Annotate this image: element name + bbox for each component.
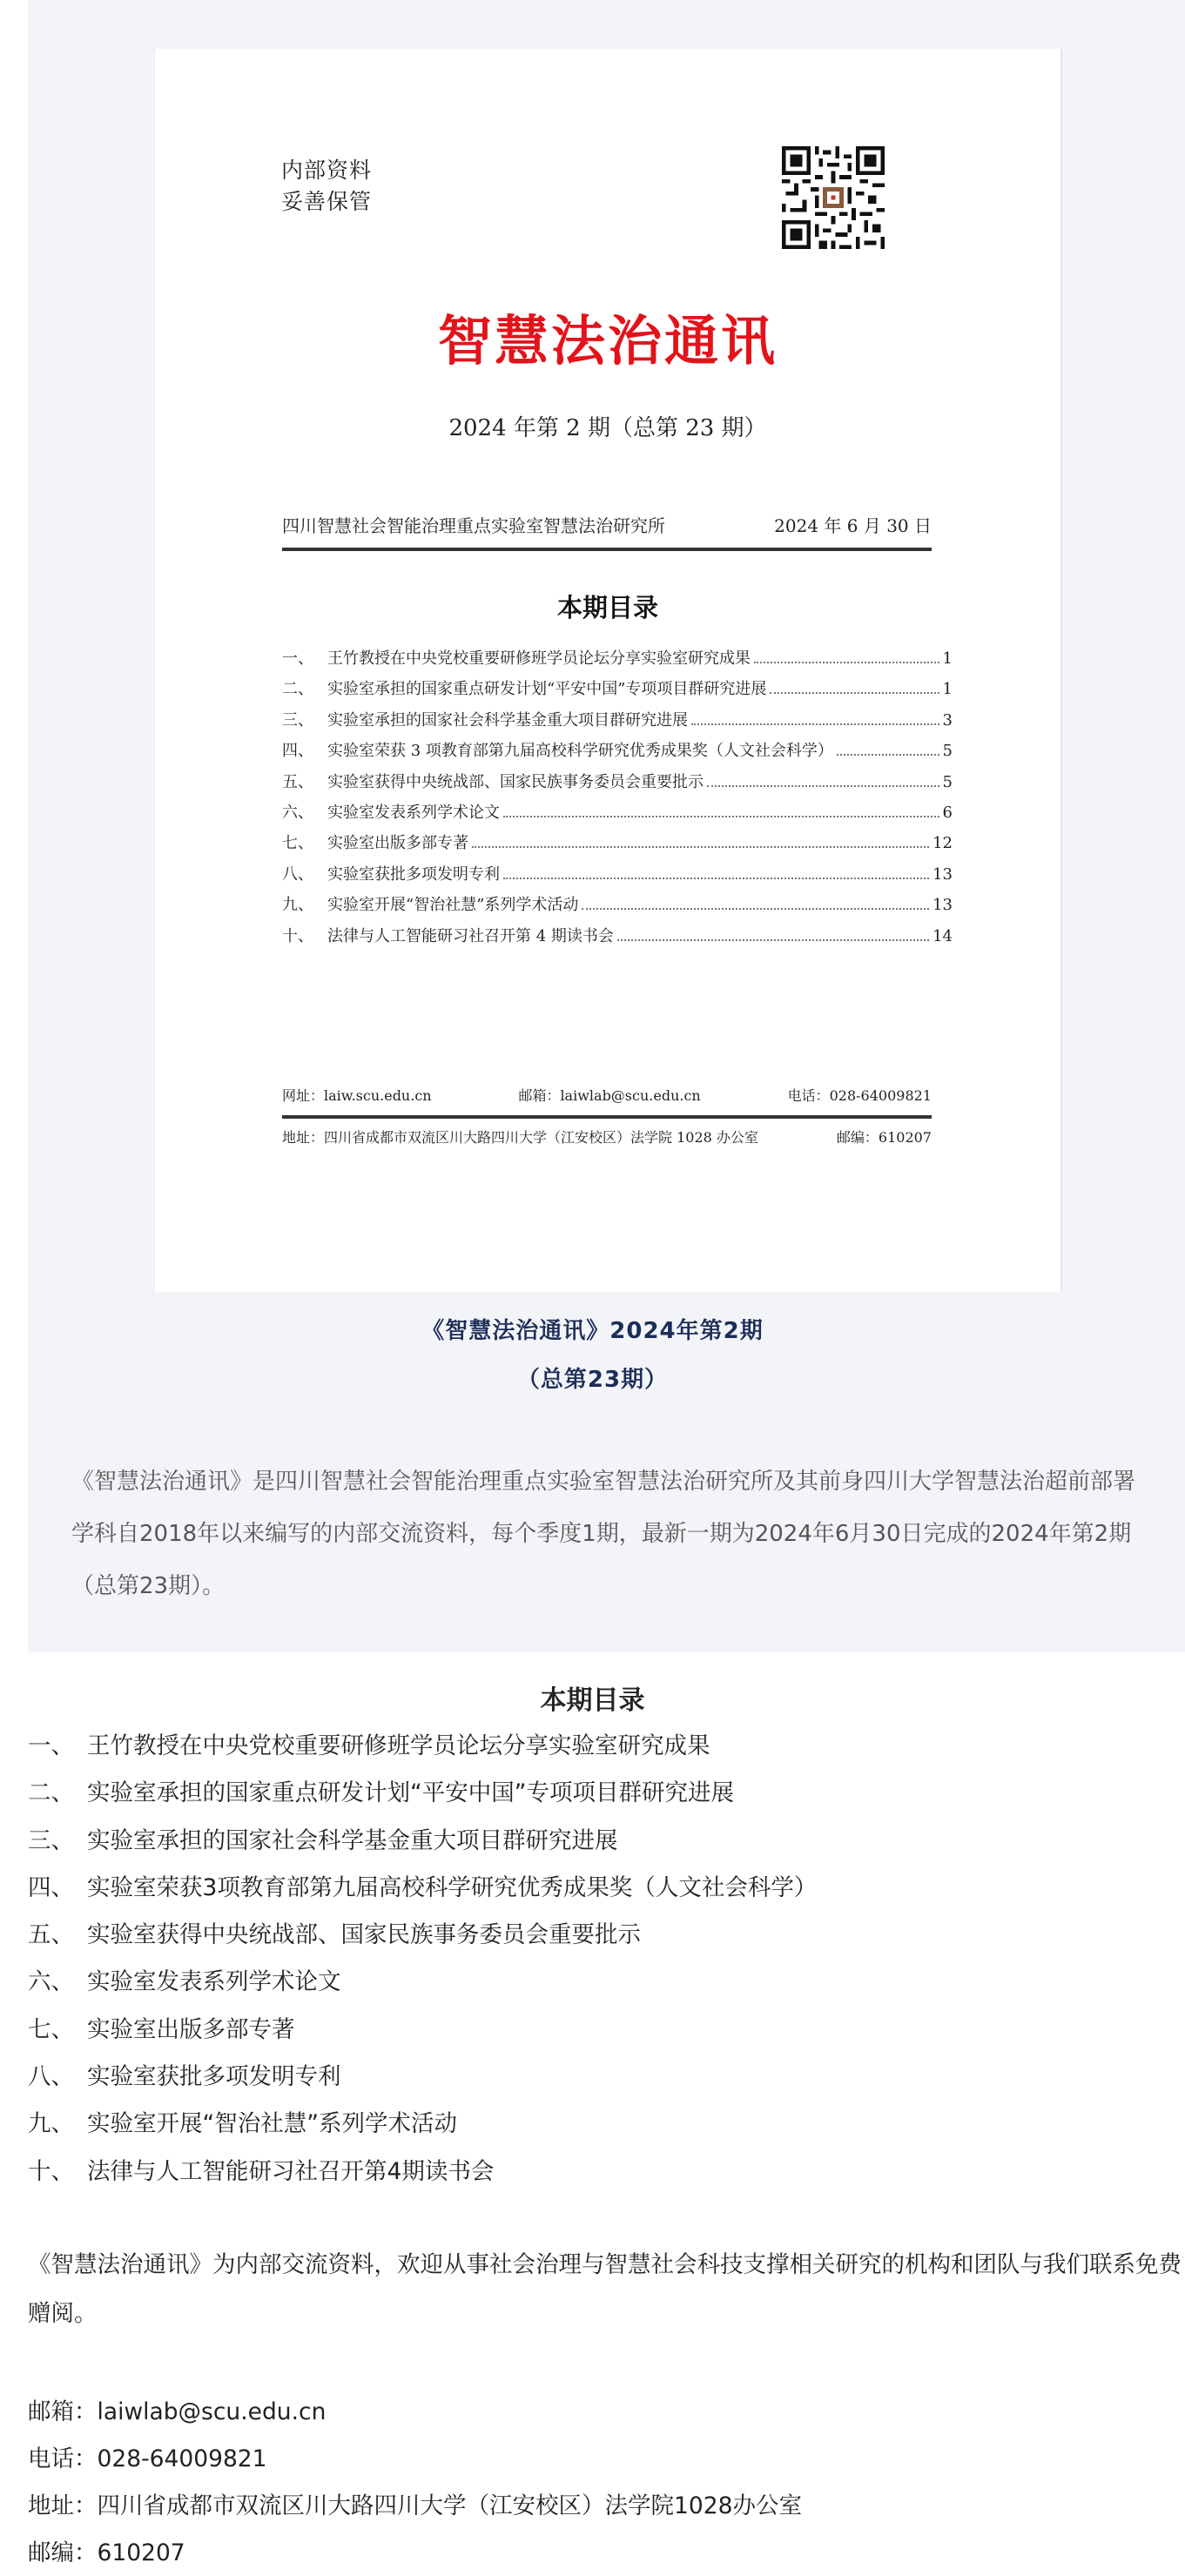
cover-toc-entry	[282, 738, 953, 769]
footer-phone: 电话：028-64009821	[787, 1087, 932, 1104]
toc-number: 十、	[28, 2157, 74, 2185]
dot-leader	[472, 846, 929, 848]
toc-text: 实验室开展“智治社慧”系列学术活动	[87, 2110, 457, 2138]
toc-text: 实验室获批多项发明专利	[327, 864, 500, 884]
dot-leader	[617, 939, 929, 941]
toc-text: 实验室获得中央统战部、国家民族事务委员会重要批示	[327, 772, 704, 791]
cover-issue: 2024 年第 2 期（总第 23 期）	[448, 415, 767, 441]
footer-address-row	[282, 1127, 932, 1147]
publish-date: 2024 年 6 月 30 日	[774, 515, 932, 536]
contact-postcode: 邮编：610207	[28, 2539, 185, 2566]
list-item	[28, 1726, 817, 1773]
cover-caption-subtitle: （总第23期）	[516, 1367, 669, 1393]
toc-text: 实验室承担的国家重点研发计划“平安中国”专项项目群研究进展	[87, 1779, 734, 1807]
list-item	[28, 2104, 817, 2151]
toc-page: 6	[942, 803, 953, 822]
toc-page: 14	[933, 926, 953, 945]
dot-leader	[754, 662, 939, 663]
toc-text: 法律与人工智能研习社召开第4期读书会	[87, 2157, 495, 2185]
publisher-row	[282, 512, 932, 551]
dot-leader	[503, 878, 929, 879]
contact-phone: 电话：028-64009821	[28, 2445, 267, 2472]
toc-text: 实验室发表系列学术论文	[327, 803, 500, 822]
footer-postcode: 邮编：610207	[836, 1129, 932, 1146]
newsletter-cover-image	[155, 49, 1060, 1292]
toc-text: 实验室发表系列学术论文	[87, 1968, 341, 1996]
toc-text: 实验室荣获3项教育部第九届高校科学研究优秀成果奖（人文社会科学）	[87, 1873, 818, 1901]
keep-safe-label: 妥善保管	[281, 189, 373, 214]
toc-page: 13	[933, 896, 953, 915]
internal-label: 内部资料	[281, 158, 373, 183]
dot-leader	[503, 816, 939, 817]
toc-text: 王竹教授在中央党校重要研修班学员论坛分享实验室研究成果	[327, 649, 751, 668]
toc-number: 九、	[282, 896, 313, 915]
cover-toc-entry	[282, 831, 953, 861]
cover-toc-entry	[282, 862, 953, 892]
toc-text: 实验室获得中央统战部、国家民族事务委员会重要批示	[87, 1921, 641, 1949]
toc-number: 一、	[282, 649, 313, 668]
distribution-note: 《智慧法治通讯》为内部交流资料，欢迎从事社会治理与智慧社会科技支撑相关研究的机构和团队与我们联系免费赠阅。	[28, 2251, 1182, 2327]
dot-leader	[837, 754, 939, 756]
cover-toc-entry	[282, 892, 953, 923]
list-item	[28, 2010, 817, 2057]
toc-text: 实验室获批多项发明专利	[87, 2063, 341, 2091]
toc-number: 九、	[28, 2110, 74, 2138]
toc-text: 王竹教授在中央党校重要研修班学员论坛分享实验室研究成果	[87, 1732, 710, 1759]
toc-number: 三、	[28, 1826, 74, 1854]
toc-page: 1	[942, 680, 953, 699]
list-item	[28, 2152, 817, 2199]
cover-toc-entry	[282, 646, 953, 676]
toc-number: 四、	[28, 1873, 74, 1901]
footer-divider	[282, 1115, 932, 1119]
toc-number: 五、	[282, 772, 313, 791]
dot-leader	[582, 908, 929, 910]
toc-page: 5	[942, 742, 953, 761]
toc-heading: 本期目录	[540, 1685, 645, 1716]
dot-leader	[707, 785, 939, 787]
toc-text: 实验室出版多部专著	[87, 2015, 295, 2043]
footer-email: 邮箱：laiwlab@scu.edu.cn	[518, 1087, 701, 1104]
contact-address: 地址：四川省成都市双流区川大路四川大学（江安校区）法学院1028办公室	[28, 2492, 802, 2519]
dot-leader	[691, 723, 939, 725]
toc-number: 八、	[28, 2063, 74, 2091]
toc-number: 五、	[28, 1921, 74, 1949]
footer-contact-row	[282, 1085, 932, 1105]
toc-page: 3	[942, 710, 953, 730]
list-item	[28, 1821, 817, 1868]
toc-page: 12	[933, 834, 953, 853]
toc-text: 法律与人工智能研习社召开第 4 期读书会	[327, 926, 614, 945]
list-item	[28, 1773, 817, 1820]
cover-caption-title: 《智慧法治通讯》2024年第2期	[421, 1318, 764, 1344]
cover-title: 智慧法治通讯	[437, 309, 778, 373]
toc-list	[28, 1726, 817, 2199]
toc-text: 实验室承担的国家重点研发计划“平安中国”专项项目群研究进展	[327, 680, 767, 699]
list-item	[28, 1868, 817, 1915]
toc-number: 二、	[282, 680, 313, 699]
toc-number: 一、	[28, 1732, 74, 1759]
publisher-name: 四川智慧社会智能治理重点实验室智慧法治研究所	[282, 515, 665, 536]
contact-email: 邮箱：laiwlab@scu.edu.cn	[28, 2398, 327, 2425]
toc-text: 实验室出版多部专著	[327, 834, 468, 853]
toc-number: 八、	[282, 864, 313, 884]
dot-leader	[770, 692, 939, 694]
cover-toc-entry	[282, 770, 953, 800]
cover-toc-entry	[282, 708, 953, 738]
toc-page: 1	[942, 649, 953, 668]
toc-text: 实验室承担的国家社会科学基金重大项目群研究进展	[327, 710, 688, 730]
footer-address: 地址：四川省成都市双流区川大路四川大学（江安校区）法学院 1028 办公室	[282, 1129, 758, 1146]
toc-text: 实验室承担的国家社会科学基金重大项目群研究进展	[87, 1826, 618, 1854]
toc-number: 二、	[28, 1779, 74, 1807]
cover-toc-title: 本期目录	[556, 593, 658, 622]
toc-page: 5	[942, 772, 953, 791]
toc-number: 六、	[282, 803, 313, 822]
toc-number: 三、	[282, 710, 313, 730]
toc-page: 13	[933, 864, 953, 884]
list-item	[28, 2057, 817, 2104]
toc-number: 七、	[282, 834, 313, 853]
cover-toc	[282, 646, 953, 954]
intro-paragraph: 《智慧法治通讯》是四川智慧社会智能治理重点实验室智慧法治研究所及其前身四川大学智慧法治超前部署学科自2018年以来编写的内部交流资料，每个季度1期，最新一期为2024年6月30日完成的2024年第2期（总第23期）。	[71, 1469, 1136, 1599]
cover-toc-entry	[282, 924, 953, 954]
toc-text: 实验室荣获 3 项教育部第九届高校科学研究优秀成果奖（人文社会科学）	[327, 742, 833, 761]
cover-toc-entry	[282, 676, 953, 707]
list-item	[28, 1962, 817, 2009]
toc-number: 七、	[28, 2015, 74, 2043]
toc-text: 实验室开展“智治社慧”系列学术活动	[327, 896, 579, 915]
toc-number: 四、	[282, 742, 313, 761]
qr-code-icon	[782, 146, 885, 249]
toc-number: 十、	[282, 926, 313, 945]
footer-website: 网址：laiw.scu.edu.cn	[282, 1087, 432, 1104]
toc-number: 六、	[28, 1968, 74, 1996]
list-item	[28, 1915, 817, 1962]
intro-panel	[28, 0, 1185, 1652]
cover-toc-entry	[282, 800, 953, 831]
